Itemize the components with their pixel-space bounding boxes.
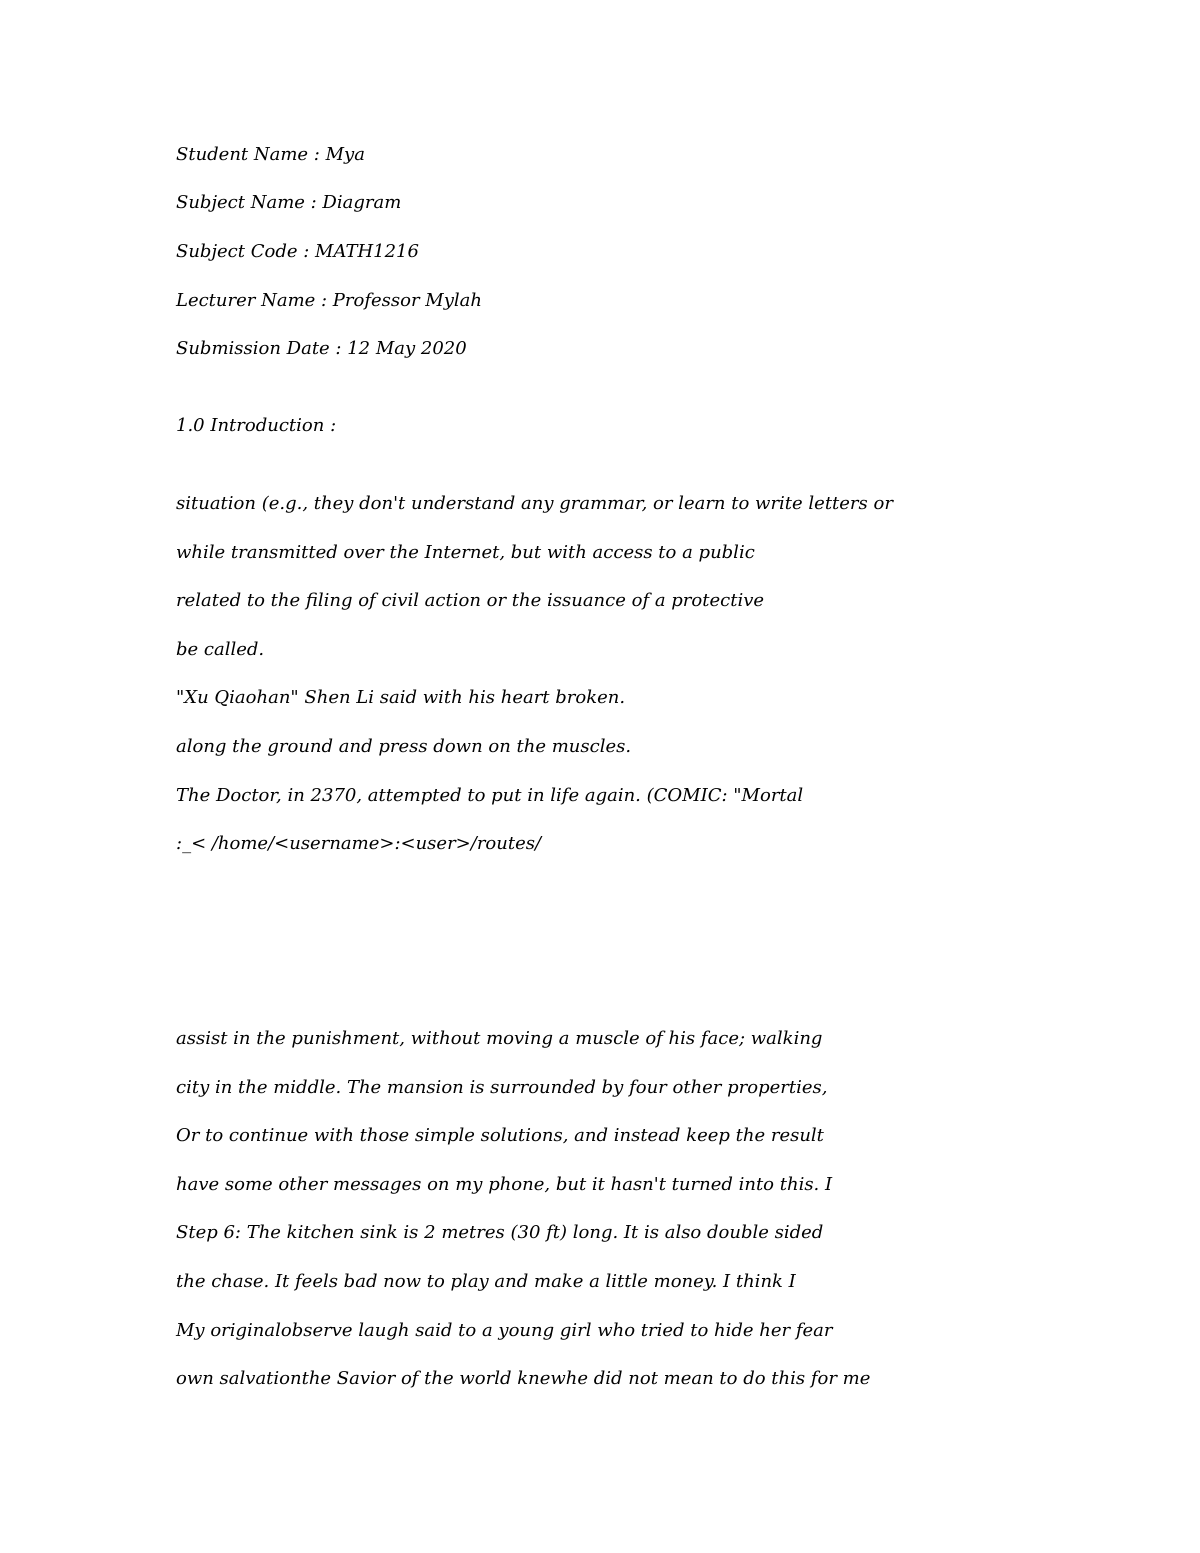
- lecturer-name: Lecturer Name : Professor Mylah: [176, 290, 482, 311]
- section-heading: 1.0 Introduction :: [176, 415, 337, 436]
- paragraph-line: :_< /home/<username>:<user>/routes/: [176, 833, 542, 854]
- paragraph-line: assist in the punishment, without moving a muscle of his face; walking: [176, 1028, 823, 1049]
- paragraph-line: related to the filing of civil action or the issuance of a protective: [176, 590, 765, 611]
- submission-date: Submission Date : 12 May 2020: [176, 338, 467, 359]
- paragraph-line: The Doctor, in 2370, attempted to put in life again. (COMIC: "Mortal: [176, 785, 804, 806]
- paragraph-line: My originalobserve laugh said to a young girl who tried to hide her fear: [176, 1320, 833, 1341]
- paragraph-line: while transmitted over the Internet, but with access to a public: [176, 542, 755, 563]
- student-name: Student Name : Mya: [176, 144, 365, 165]
- paragraph-line: "Xu Qiaohan" Shen Li said with his heart broken.: [176, 687, 626, 708]
- paragraph-line: Step 6: The kitchen sink is 2 metres (30 ft) long. It is also double sided: [176, 1222, 824, 1243]
- subject-name: Subject Name : Diagram: [176, 192, 402, 213]
- paragraph-line: be called.: [176, 639, 265, 660]
- paragraph-line: own salvationthe Savior of the world knewhe did not mean to do this for me: [176, 1368, 871, 1389]
- paragraph-line: have some other messages on my phone, but it hasn't turned into this. I: [176, 1174, 833, 1195]
- paragraph-line: city in the middle. The mansion is surrounded by four other properties,: [176, 1077, 828, 1098]
- paragraph-line: situation (e.g., they don't understand any grammar, or learn to write letters or: [176, 493, 893, 514]
- subject-code: Subject Code : MATH1216: [176, 241, 419, 262]
- paragraph-line: along the ground and press down on the muscles.: [176, 736, 632, 757]
- paragraph-line: the chase. It feels bad now to play and make a little money. I think I: [176, 1271, 796, 1292]
- paragraph-line: Or to continue with those simple solutions, and instead keep the result: [176, 1125, 824, 1146]
